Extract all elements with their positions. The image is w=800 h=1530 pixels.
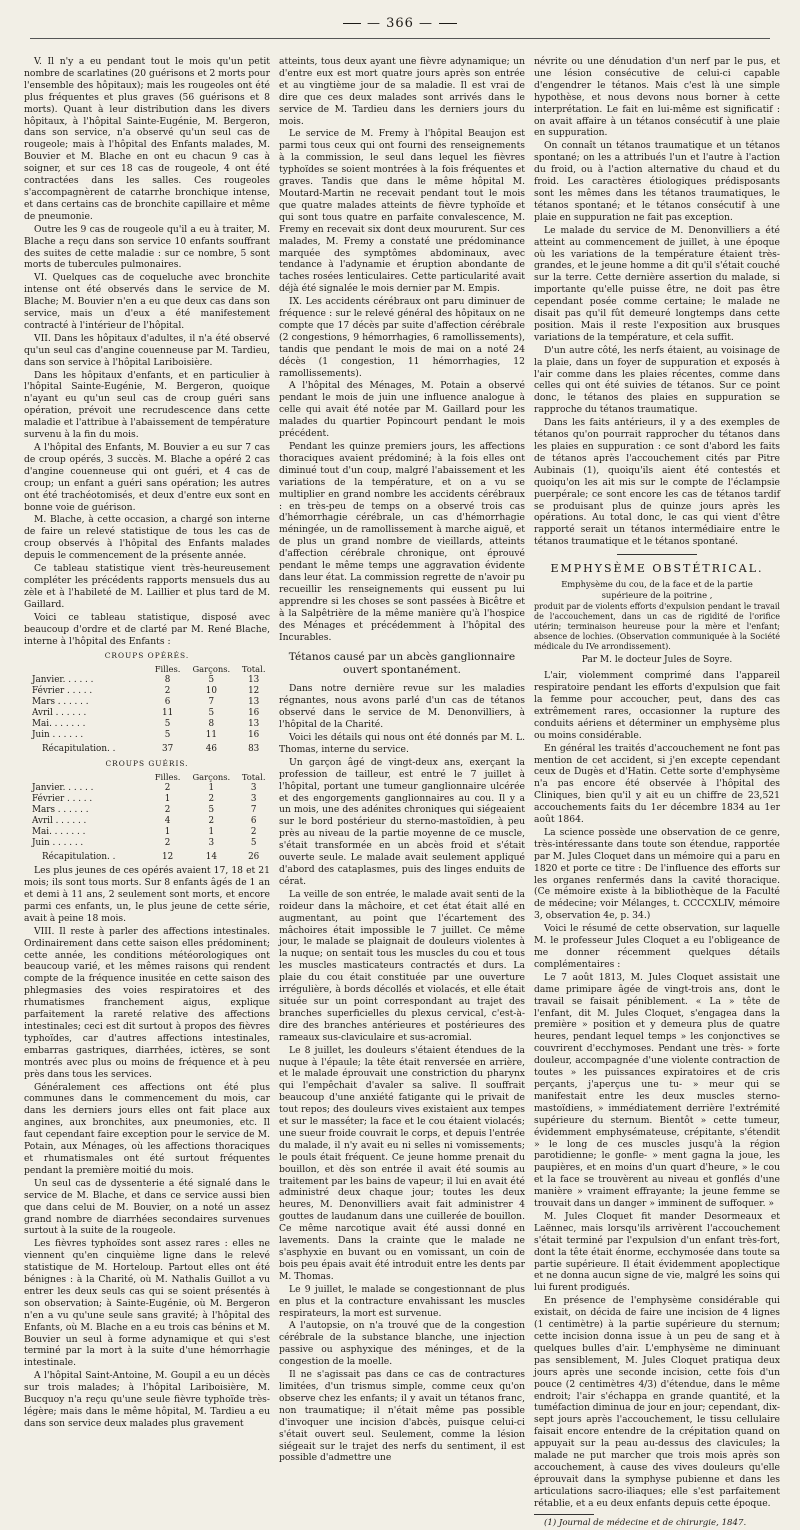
column-header: Garçons. (192, 664, 231, 675)
value-cell: 1 (208, 827, 215, 838)
column-header: Filles. (154, 664, 181, 675)
month-cell: Avril . . . . . . (32, 708, 87, 719)
value-cell: 4 (164, 816, 171, 827)
value-cell: 13 (248, 697, 260, 708)
value-cell: 2 (164, 838, 171, 849)
paragraph: Le malade du service de M. Denonvilliers a été atteint au commencement de juillet, à une époque où les variations de la température étaient très-grandes, et le jeune homme a dit qu'il s'était couché sur la terre. Cette dernière assertion du malade, si importante qu'elle puisse être, ne doit pas être cependant posée comme certaine; le malade ne disait pas qu'il fût demeuré longtemps dans cette position. Mais il reste l'exposition aux brusques variations de la température, et cela suffit. (534, 224, 780, 343)
value-cell: 13 (248, 719, 260, 730)
paragraph: IX. Les accidents cérébraux ont paru diminuer de fréquence : sur le relevé général des hôpitaux on ne compte que 17 décès par suite d'affection cérébrale (2 congestions, 9 hémorrhagies, 6 ramollissements), tandis que pendant le mois de mai on a noté 24 décès (1 congestion, 11 hémorrhagies, 12 ramollissements). (279, 296, 525, 379)
croups-cured-table (24, 772, 270, 863)
paragraph: V. Il n'y a eu pendant tout le mois qu'un petit nombre de scarlatines (20 guérisons et 2 morts pour l'ensemble des hôpitaux); mais les rougeoles ont été plus fréquentes et plus graves (56 guérisons et 8 morts). Quant à leur distribution dans les divers hôpitaux, à l'hôpital Sainte-Eugénie, M. Bergeron, dans son service, n'a observé qu'un seul cas de rougeole; mais à l'hôpital des Enfants malades, M. Bouvier et M. Blache en ont eu chacun 9 cas à soigner, et sur ces 18 cas de rougeole, 4 ont été contractées dans les salles. Ces rougeoles s'accompagnèrent de catarrhe bronchique intense, et dans certains cas de bronchite capillaire et même de pneumonie. (24, 56, 270, 222)
right-column (534, 56, 780, 1528)
footnote-divider (534, 1514, 594, 1515)
paragraph: Dans les faits antérieurs, il y a des exemples de tétanos qu'on pourrait rapprocher du tétanos dans les plaies en suppuration : ce sont d'abord les faits de tétanos après l'accouchement cités par Pitre Aubinais (1), quoiqu'ils aient été contestés et quoiqu'on les ait mis sur le compte de l'éclampsie puerpérale; ce sont encore les cas de tétanos tardif se produisant plus de quinze jours après les opérations. Au total donc, le cas qui vient d'être rapporté serait un tétanos intermédiaire entre le tétanos traumatique et le tétanos spontané. (534, 417, 780, 548)
value-cell: 3 (208, 838, 215, 849)
value-cell: 5 (208, 805, 215, 816)
month-cell: Février . . . . . (32, 794, 93, 805)
paragraph: Le 9 juillet, le malade se congestionnant de plus en plus et la contracture envahissant les muscles respirateurs, la mort est survenue. (279, 1283, 525, 1319)
table-row (24, 686, 270, 697)
paragraph: A l'hôpital Saint-Antoine, M. Goupil a eu un décès sur trois malades; à l'hôpital Lariboisière, M. Bucquoy n'a reçu qu'une seule fièvre typhoïde très-légère; mais dans le même hôpital, M. Tardieu a eu dans son service deux malades plus gravement (24, 1370, 270, 1429)
paragraph: VII. Dans les hôpitaux d'adultes, il n'a été observé qu'un seul cas d'angine couenneuse par M. Tardieu, dans son service à l'hôpital Lariboisière. (24, 332, 270, 368)
month-cell: Janvier. . . . . . (32, 675, 94, 686)
section-description: produit par de violents efforts d'expulsion pendant le travail de l'accouchement, dans un cas de rigidité de l'orifice utérin; terminaison heureuse pour la mère et l'enfant; absence de lochies. (Observation communiquée à la Société médicale du IVe arrondissement). (534, 602, 780, 652)
author-byline: Par M. le docteur Jules de Soyre. (581, 655, 733, 666)
paragraph: Outre les 9 cas de rougeole qu'il a eu à traiter, M. Blache a reçu dans son service 10 enfants souffrant des suites de cette maladie : sur ce nombre, 5 sont morts de tubercules pulmonaires. (24, 223, 270, 271)
page-number: — 366 — (0, 16, 800, 31)
month-cell: Avril . . . . . . (32, 816, 87, 827)
paragraph: L'air, violemment comprimé dans l'appareil respiratoire pendant les efforts d'expulsion que fait la femme pour accoucher, peut, dans des cas extrêmement rares, occasionner la rupture des conduits aériens et déterminer un emphysème plus ou moins considérable. (534, 670, 780, 741)
value-cell: 5 (250, 838, 257, 849)
value-cell: 2 (164, 686, 171, 697)
table-recap-row (24, 741, 270, 755)
value-cell: 16 (248, 708, 260, 719)
paragraph: Le 7 août 1813, M. Jules Cloquet assistait une dame primipare âgée de vingt-trois ans, dont le travail se faisait péniblement. « La » tête de l'enfant, dit M. Jules Cloquet, s'engagea dans la première » position et y demeura plus de quatre heures, pendant lequel temps » les conjonctives se couvrirent d'ecchymoses. Pendant une très- » forte douleur, accompagnée d'une violente contraction de toutes » les puissances expiratoires et de cris perçants, j'aperçus une tu- » meur qui se manifestait entre les deux muscles sterno-mastoïdiens, » immédiatement derrière l'extrémité supérieure du sternum. Bientôt » cette tumeur, évidemment emphysémateuse, crépitante, s'étendit » le long de ces muscles jusqu'à la région parotidienne; le gonfle- » ment gagna la joue, les paupières, et en moins d'un quart d'heure, » le cou et la face se trouvèrent au niveau et gonflés d'une manière » vraiment effrayante; la jeune femme se trouvait dans un danger » imminent de suffoquer. » (534, 971, 780, 1210)
paragraph: La science possède une observation de ce genre, très-intéressante dans toute son étendue, rapportée par M. Jules Cloquet dans un mémoire qui a paru en 1820 et porte ce titre : De l'influence des efforts sur les organes renfermés dans la cavité thoracique. (Ce mémoire existe à la bibliothèque de la Faculté de médecine; voir Mélanges, t. CCCCXLIV, mémoire 3, observation 4e, p. 34.) (534, 826, 780, 922)
value-cell: 12 (248, 686, 260, 697)
croups-operated-table (24, 664, 270, 755)
paragraph: Dans les hôpitaux d'enfants, et en particulier à l'hôpital Sainte-Eugénie, M. Bergeron, quoique n'ayant eu qu'un seul cas de croup guéri sans opération, prévoit une recrudescence dans cette maladie et l'attribue à l'abaissement de température survenu à la fin du mois. (24, 369, 270, 441)
month-cell: Janvier. . . . . . (32, 783, 94, 794)
paragraph: Il ne s'agissait pas dans ce cas de contractures limitées, d'un trismus simple, comme ceux qu'on observe chez les enfants; il y avait un tétanos franc, non traumatique; il n'était même pas possible d'invoquer une incision d'abcès, puisque celui-ci s'était ouvert seul. Seulement, comme la lésion siégeait sur le trajet des nerfs du sentiment, il est possible d'admettre une (279, 1369, 525, 1464)
paragraph: Le service de M. Fremy à l'hôpital Beaujon est parmi tous ceux qui ont fourni des renseignements à la commission, le seul dans lequel les fièvres typhoïdes se soient montrées à la fois fréquentes et graves. Tandis que dans le même hôpital M. Moutard-Martin ne recevait pendant tout le mois que quatre malades atteints de fièvre typhoïde et qui sont tous quatre en parfaite convalescence, M. Fremy en recevait six dont deux moururent. Sur ces malades, M. Fremy a constaté une prédominance marquée des symptômes abdominaux, avec tendance à l'adynamie et éruption abondante de taches rosées lenticulaires. Cette particularité avait déjà été signalée le mois dernier par M. Empis. (279, 128, 525, 295)
value-cell: 13 (248, 675, 260, 686)
column-header (24, 772, 150, 783)
footnote: (1) Journal de médecine et de chirurgie, 1847. (544, 1517, 747, 1528)
paragraph: M. Jules Cloquet fit mander Desormeaux et Laënnec, mais lorsqu'ils arrivèrent l'accouchement s'était terminé par l'expulsion d'un enfant très-fort, dont la tête était énorme, ecchymosée dans toute sa partie supérieure. Il était évidemment apoplectique et ne donna aucun signe de vie, malgré les soins qui lui furent prodigués. (534, 1210, 780, 1294)
table-row (24, 827, 270, 838)
table-header-row (24, 772, 270, 783)
table-row (24, 719, 270, 730)
paragraph: VIII. Il reste à parler des affections intestinales. Ordinairement dans cette saison elles prédominent; cette année, les conditions météorologiques ont beaucoup varié, et les mêmes raisons qui rendent compte de la fréquence inusitée en cette saison des phlegmasies des voies respiratoires et des rhumatismes franchement aigus, explique parfaitement la rareté relative des affections intestinales; ceci est dit surtout à propos des fièvres typhoïdes, car d'autres affections intestinales, embarras gastriques, diarrhées, ictères, se sont montrés avec plus ou moins de fréquence et à peu près dans tous les services. (24, 925, 270, 1080)
table-title-cured: CROUPS GUÉRIS. (105, 759, 189, 769)
value-cell: 2 (164, 783, 171, 794)
value-cell: 1 (208, 783, 215, 794)
value-cell: 5 (164, 730, 171, 741)
value-cell: 1 (164, 794, 171, 805)
paragraph: Dans notre dernière revue sur les maladies régnantes, nous avons parlé d'un cas de tétanos observé dans le service de M. Denonvilliers, à l'hôpital de la Charité. (279, 683, 525, 731)
table-row (24, 708, 270, 719)
month-cell: Mars . . . . . . (32, 697, 89, 708)
section-subtitle: Emphysème du cou, de la face et de la partie supérieure de la poitrine , (561, 579, 753, 600)
paragraph: La veille de son entrée, le malade avait senti de la roideur dans la mâchoire, et cet état était allé en augmentant, au point que l'écartement des mâchoires était impossible le 7 juillet. Ce même jour, le malade se plaignait de douleurs violentes à la nuque; on sentait tous les muscles du cou et tous les muscles masticateurs contractés et durs. La plaie du cou était constituée par une ouverture irrégulière, à bords décollés et violacés, et elle était située sur un point correspondant au trajet des branches superficielles du plexus cervical, c'est-à-dire des branches antérieures et postérieures des rameaux sus-claviculaire et sus-acromial. (279, 888, 525, 1043)
table-row (24, 783, 270, 794)
column-header: Total. (241, 772, 266, 783)
column-header: Garçons. (192, 772, 231, 783)
value-cell: 14 (205, 852, 217, 863)
value-cell: 6 (164, 697, 171, 708)
value-cell: 8 (208, 719, 215, 730)
table-row (24, 816, 270, 827)
section-title: EMPHYSÈME OBSTÉTRICAL. (550, 562, 764, 576)
column-header (24, 664, 150, 675)
paragraph: atteints, tous deux ayant une fièvre adynamique; un d'entre eux est mort quatre jours après son entrée et au vingtième jour de sa maladie. Il est vrai de dire que ces deux malades sont arrivés dans le service de M. Tardieu dans les derniers jours du mois. (279, 56, 525, 127)
paragraph: Voici les détails qui nous ont été donnés par M. L. Thomas, interne du service. (279, 732, 525, 755)
paragraph: VI. Quelques cas de coqueluche avec bronchite intense ont été observés dans le service de M. Blache; M. Bouvier n'en a eu que deux cas dans son service, mais un d'eux a été manifestement contracté à l'intérieur de l'hôpital. (24, 272, 270, 331)
value-cell: 2 (164, 805, 171, 816)
value-cell: 1 (164, 827, 171, 838)
section-divider (617, 554, 697, 555)
value-cell: 3 (250, 783, 257, 794)
left-column (24, 56, 270, 1429)
table-row (24, 794, 270, 805)
article-title: Tétanos causé par un abcès ganglionnaire ouvert spontanément. (288, 651, 516, 677)
value-cell: 16 (248, 730, 260, 741)
value-cell: 37 (161, 744, 174, 755)
column-header: Filles. (154, 772, 181, 783)
month-cell: Mai. . . . . . . (32, 827, 86, 838)
value-cell: 2 (208, 794, 215, 805)
paragraph: Pendant les quinze premiers jours, les affections thoraciques avaient prédominé; à la fois elles ont diminué tout d'un coup, malgré l'abaissement et les variations de la température, et on a vu se multiplier en grand nombre les accidents cérébraux : en très-peu de temps on a observé trois cas d'hémorrhagie cérébrale, un cas d'hémorrhagie méningée, un de ramollissement à marche aiguë, et de plus un grand nombre de vieillards, atteints d'affection cérébrale chronique, ont éprouvé pendant le même temps une aggravation évidente dans leur état. La commission regrette de n'avoir pu recueillir les renseignements qui eussent pu lui apprendre si les choses se sont passées à Bicêtre et à la Salpêtrière de la même manière qu'à l'hospice des Ménages et précédemment à l'hôpital des Incurables. (279, 441, 525, 643)
paragraph: Voici le résumé de cette observation, sur laquelle M. le professeur Jules Cloquet a eu l'obligeance de me donner récemment quelques détails complémentaires : (534, 923, 780, 970)
header-rule (30, 38, 770, 39)
table-row (24, 805, 270, 816)
month-cell: Juin . . . . . . (32, 838, 84, 849)
recap-label: Récapitulation. . (42, 744, 116, 755)
value-cell: 5 (208, 675, 215, 686)
table-row (24, 838, 270, 849)
value-cell: 10 (205, 686, 217, 697)
value-cell: 26 (248, 852, 260, 863)
value-cell: 8 (164, 675, 171, 686)
paragraph: Le 8 juillet, les douleurs s'étaient étendues de la nuque à l'épaule; la tête était renversée en arrière, et le malade éprouvait une constriction du pharynx qui l'empêchait d'avaler sa salive. Il souffrait beaucoup d'une anxiété fatigante qui le privait de tout repos; des douleurs vives existaient aux tempes et sur le masséter; la face et le cou étaient violacés; une sueur froide couvrait le corps, et depuis l'entrée du malade, il n'y avait eu ni selles ni vomissements; le pouls était fréquent. Ce jeune homme prenait du bouillon, et dès son entrée il avait été soumis au traitement par les bains de vapeur; il lui en avait été administré deux chaque jour; toutes les deux heures, M. Denonvilliers avait fait administrer 4 gouttes de laudanum dans une cuillerée de bouillon. Ce même narcotique avait été aussi donné en lavements. Dans la crainte que le malade ne s'asphyxie en buvant ou en vomissant, un coin de bois peu épais avait été introduit entre les dents par M. Thomas. (279, 1044, 525, 1282)
paragraph: Les plus jeunes de ces opérés avaient 17, 18 et 21 mois; ils sont tous morts. Sur 8 enfants âgés de 1 an et demi à 11 ans, 2 seulement sont morts, et encore parmi ces enfants, un, le plus jeune de cette série, avait à peine 18 mois. (24, 865, 270, 924)
column-header: Total. (241, 664, 266, 675)
page-header (0, 10, 800, 38)
paragraph: D'un autre côté, les nerfs étaient, au voisinage de la plaie, dans un foyer de suppuration et exposés à l'air comme dans les plaies récentes, comme dans celles qui ont été suivies de tétanos. Sur ce point donc, le tétanos des plaies en suppuration se rapproche du tétanos traumatique. (534, 344, 780, 416)
paragraph: A l'hôpital des Ménages, M. Potain a observé pendant le mois de juin une influence analogue à celle qui avait été notée par M. Gaillard pour les malades du quartier Popincourt pendant le mois précédent. (279, 380, 525, 440)
value-cell: 2 (208, 816, 215, 827)
paragraph: Un seul cas de dyssenterie a été signalé dans le service de M. Blache, et dans ce service aussi bien que dans celui de M. Bouvier, on a noté un assez grand nombre de diarrhées secondaires survenues surtout à la suite de la rougeole. (24, 1177, 270, 1237)
value-cell: 2 (250, 827, 257, 838)
month-cell: Mai. . . . . . . (32, 719, 86, 730)
value-cell: 3 (250, 794, 257, 805)
table-row (24, 730, 270, 741)
paragraph: Généralement ces affections ont été plus communes dans le commencement du mois, car dans les derniers jours elles ont fait place aux angines, aux bronchites, aux pneumonies, etc. Il faut cependant faire exception pour le service de M. Potain, aux Ménages, où les affections thoraciques et rhumatismales ont été surtout fréquentes pendant la première moitié du mois. (24, 1081, 270, 1176)
value-cell: 46 (205, 744, 217, 755)
value-cell: 83 (248, 744, 260, 755)
month-cell: Février . . . . . (32, 686, 93, 697)
table-row (24, 697, 270, 708)
table-recap-row (24, 849, 270, 863)
paragraph: Ce tableau statistique vient très-heureusement compléter les précédents rapports mensuels dus au zèle et à l'habileté de M. Laillier et plus tard de M. Gaillard. (24, 563, 270, 610)
paragraph: A l'hôpital des Enfants, M. Bouvier a eu sur 7 cas de croup opérés, 3 succès. M. Blache a opéré 2 cas d'angine couenneuse qui ont guéri, et 4 cas de croup; un enfant a guéri sans opération; les autres ont été trachéotomisés, et deux d'entre eux sont en bonne voie de guérison. (24, 442, 270, 513)
value-cell: 6 (250, 816, 257, 827)
paragraph: Voici ce tableau statistique, disposé avec beaucoup d'ordre et de clarté par M. René Blache, interne à l'hôpital des Enfants : (24, 611, 270, 647)
value-cell: 11 (205, 730, 217, 741)
table-row (24, 675, 270, 686)
value-cell: 5 (164, 719, 171, 730)
value-cell: 11 (161, 708, 174, 719)
paragraph: Les fièvres typhoïdes sont assez rares : elles ne viennent qu'en cinquième ligne dans le relevé statistique de M. Horteloup. Partout elles ont été bénignes : à la Charité, où M. Nathalis Guillot a vu entrer les deux seuls cas qui se soient présentés à son observation; à Sainte-Eugénie, où M. Bergeron n'en a vu qu'une seule sans gravité; à l'hôpital des Enfants, où M. Blache en a eu trois cas bénins et M. Bouvier un seul à forme adynamique et qui s'est terminé par la mort à la suite d'une hémorrhagie intestinale. (24, 1238, 270, 1369)
paragraph: On connaît un tétanos traumatique et un tétanos spontané; on les a attribués l'un et l'autre à l'action du froid, ou à l'action alternative du chaud et du froid. Les caractères étiologiques prédisposants sont les mêmes dans les tétanos traumatiques, le tétanos spontané; et le tétanos consécutif à une plaie en suppuration ne fait pas exception. (534, 140, 780, 223)
value-cell: 12 (161, 852, 174, 863)
paragraph: M. Blache, à cette occasion, a chargé son interne de faire un relevé statistique de tous les cas de croup observés à l'hôpital des Enfants malades depuis le commencement de la présente année. (24, 514, 270, 562)
value-cell: 7 (208, 697, 215, 708)
value-cell: 5 (208, 708, 215, 719)
paragraph: Un garçon âgé de vingt-deux ans, exerçant la profession de tailleur, est entré le 7 juillet à l'hôpital, portant une tumeur ganglionnaire ulcérée et des engorgements ganglionnaires au cou. Il y a un mois, une des adénites chroniques qui siégeaient sur le bord postérieur du sterno-mastoïdien, à peu près au niveau de la partie moyenne de ce muscle, s'était transformée en un abcès froid et s'était ouverte seule. Le malade avait seulement appliqué d'abord des cataplasmes, puis des linges enduits de cérat. (279, 756, 525, 887)
value-cell: 7 (250, 805, 257, 816)
month-cell: Juin . . . . . . (32, 730, 84, 741)
month-cell: Mars . . . . . . (32, 805, 89, 816)
table-header-row (24, 664, 270, 675)
paragraph: névrite ou une dénudation d'un nerf par le pus, et une lésion consécutive de celui-ci capable d'engendrer le tétanos. Mais c'est là une simple hypothèse, et nous devons nous borner à cette interprétation. Le fait en lui-même est significatif : on avait affaire à un tétanos consécutif à une plaie en suppuration. (534, 56, 780, 139)
paragraph: A l'autopsie, on n'a trouvé que de la congestion cérébrale de la substance blanche, une injection passive ou asphyxique des méninges, et de la congestion de la moelle. (279, 1320, 525, 1368)
table-title-operated: CROUPS OPÉRÉS. (104, 651, 190, 661)
paragraph: En présence de l'emphysème considérable qui existait, on décida de faire une incision de 4 lignes (1 centimètre) à la partie supérieure du sternum; cette incision donna issue à un peu de sang et à quelques bulles d'air. L'emphysème ne diminuant pas sensiblement, M. Jules Cloquet pratiqua deux jours après une seconde incision, cette fois d'un pouce (2 centimètres 4/3) d'étendue, dans le même endroit; l'air s'échappa en grande quantité, et la tuméfaction diminua de jour en jour; cependant, dix-sept jours après l'accouchement, le tissu cellulaire faisait encore entendre de la crépitation quand on appuyait sur la peau au-dessus des clavicules; la malade ne put marcher que trois mois après son accouchement, à cause des vives douleurs qu'elle éprouvait dans la symphyse pubienne et dans les articulations sacro-iliaques; elle s'est parfaitement rétablie, et a eu deux enfants depuis cette époque. (534, 1295, 780, 1509)
recap-label: Récapitulation. . (42, 852, 116, 863)
middle-column (279, 56, 525, 1464)
paragraph: En général les traités d'accouchement ne font pas mention de cet accident, si j'en excepte cependant ceux de Dugès et d'Hatin. Cette sorte d'emphysème n'a pas encore été observée à l'hôpital des Cliniques, bien qu'il y ait eu un chiffre de 23,521 accouchements faits du 1er décembre 1834 au 1er août 1864. (534, 742, 780, 826)
